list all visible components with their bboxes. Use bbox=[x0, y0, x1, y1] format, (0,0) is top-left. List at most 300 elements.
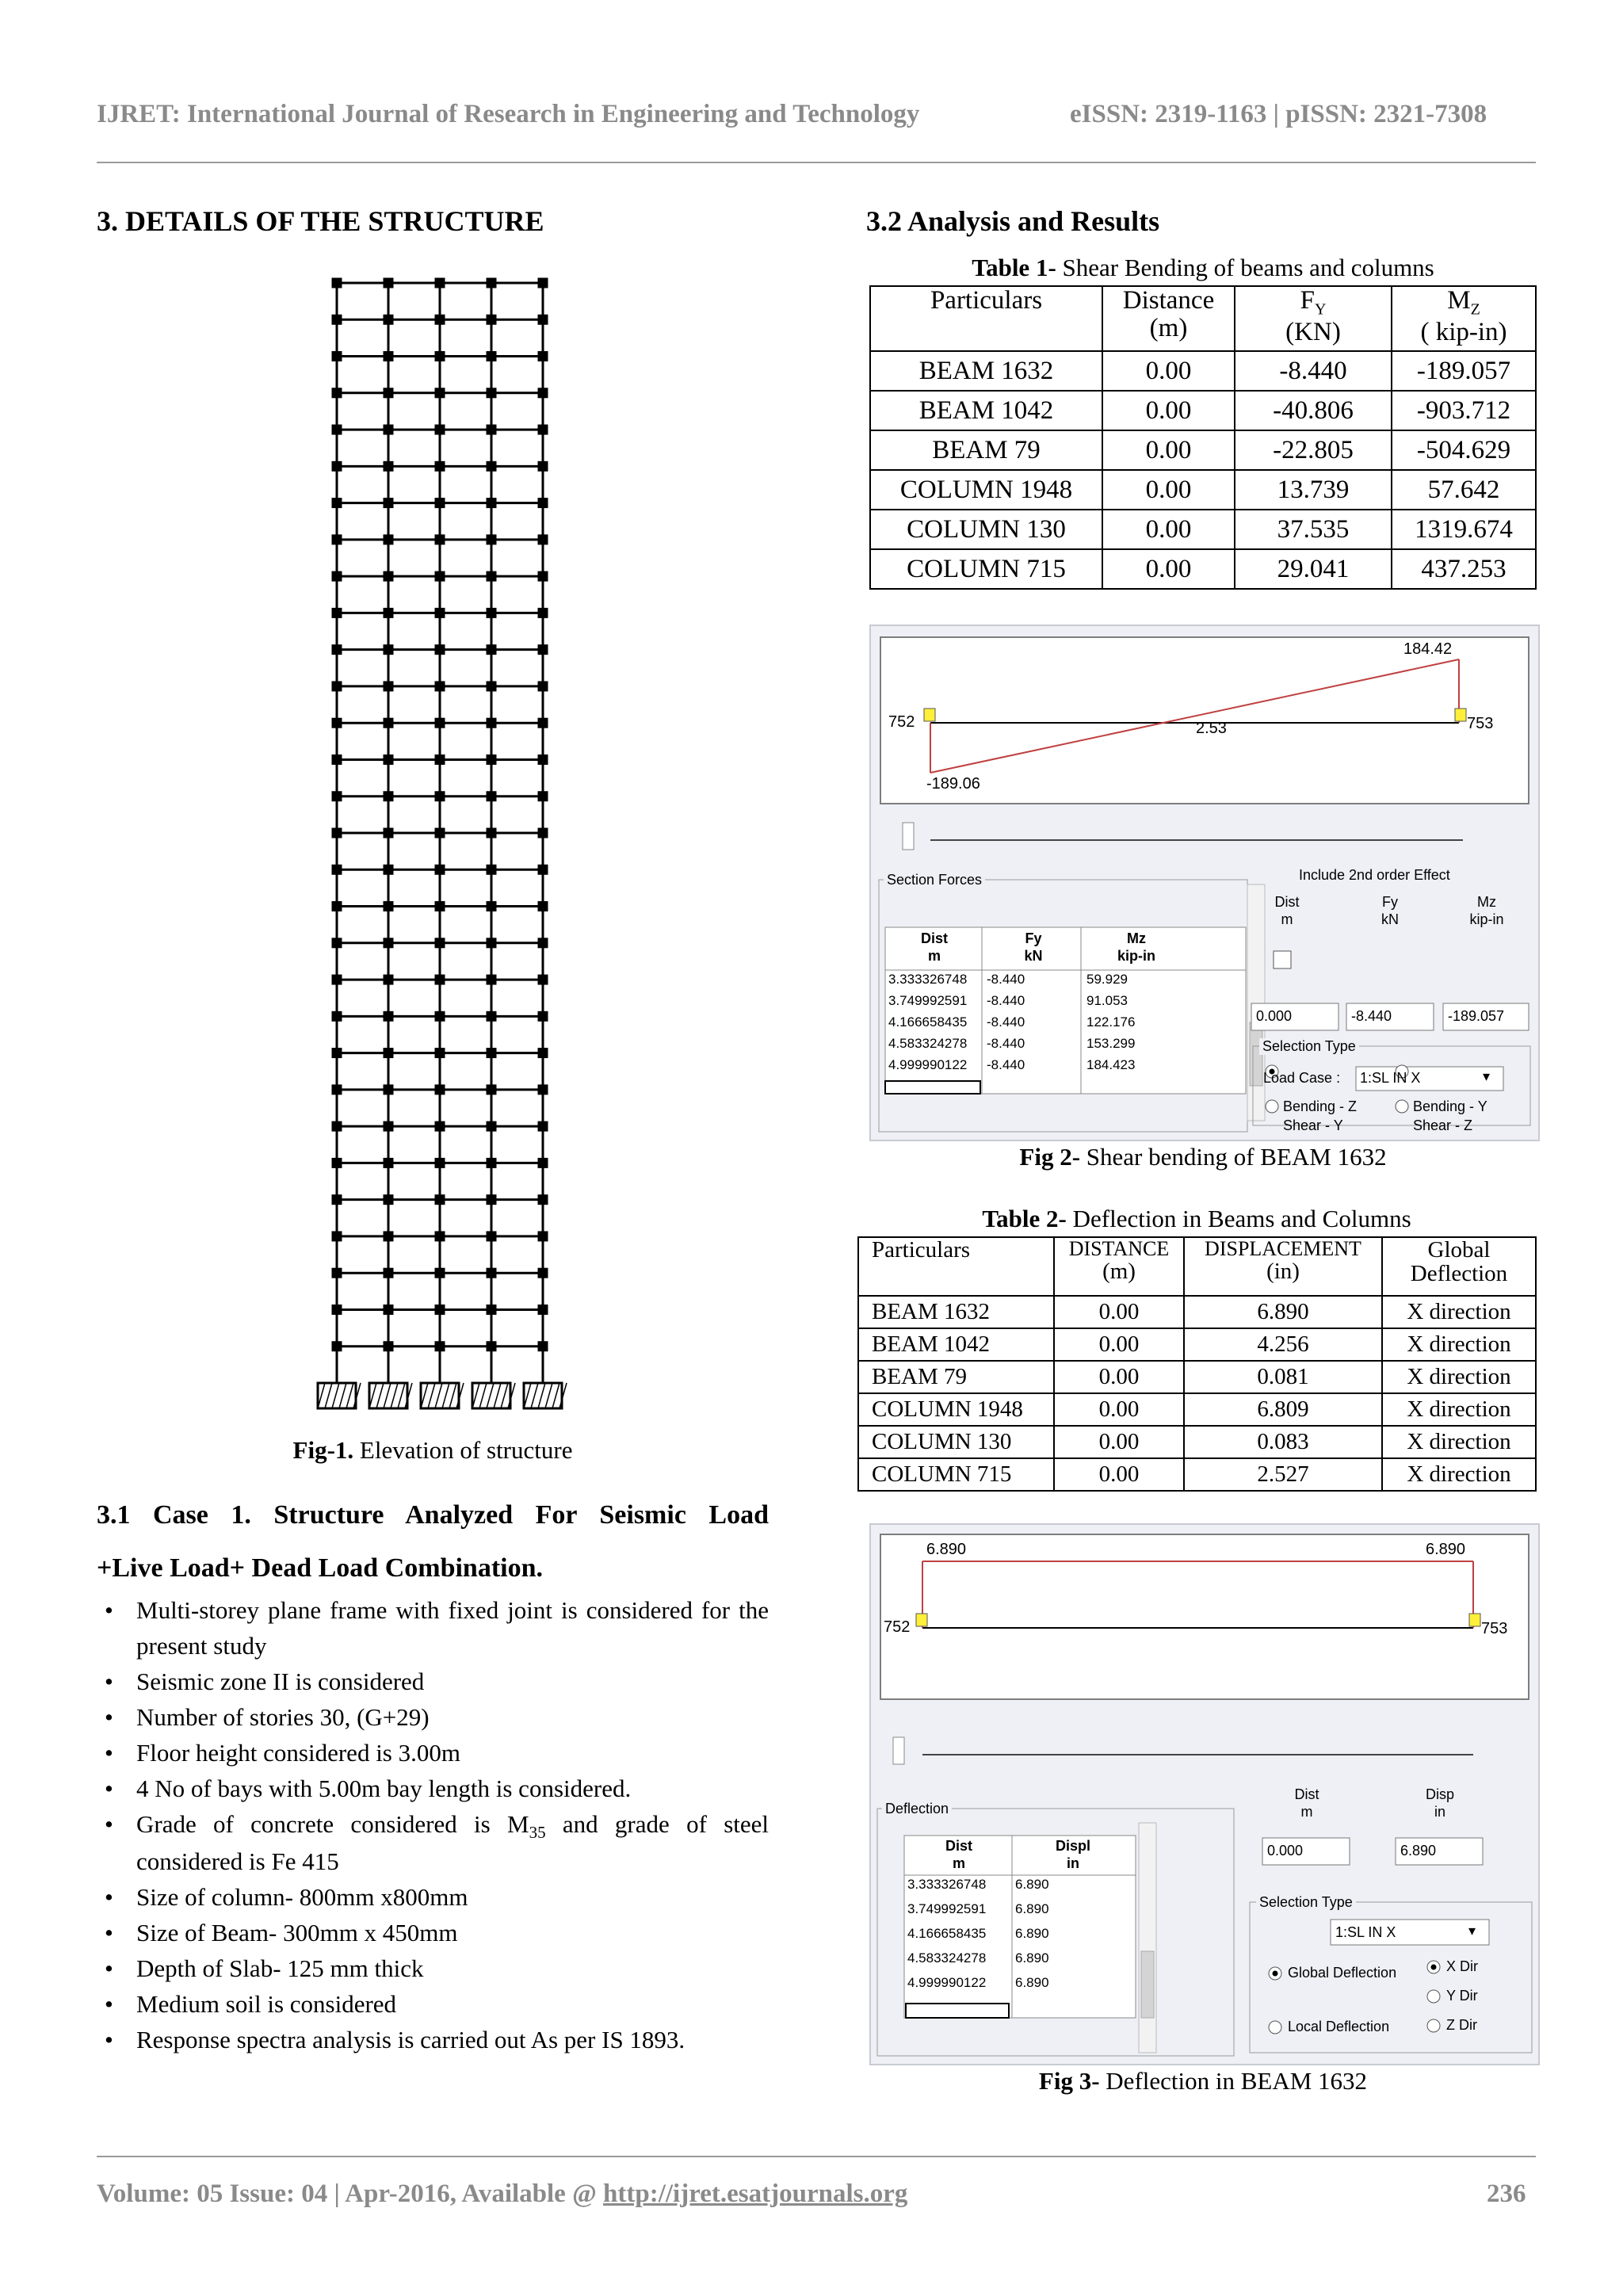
frame-node bbox=[487, 682, 495, 690]
list-cell: 6.890 bbox=[1015, 1926, 1049, 1941]
frame-node bbox=[539, 829, 547, 837]
frame-node bbox=[539, 353, 547, 361]
case-title-line2: +Live Load+ Dead Load Combination. bbox=[97, 1553, 544, 1583]
frame-node bbox=[487, 1159, 495, 1167]
fig3-dist-input[interactable]: 0.000 bbox=[1267, 1843, 1304, 1859]
list-cell: 4.583324278 bbox=[888, 1036, 968, 1051]
list-cell: 184.423 bbox=[1086, 1057, 1136, 1072]
fig3-col-displ: Displ in bbox=[1055, 1838, 1090, 1871]
fig2-dist-input[interactable]: 0.000 bbox=[1256, 1008, 1293, 1024]
fig2-hdr-dist: Dist m bbox=[1274, 894, 1300, 927]
table-cell: X direction bbox=[1382, 1296, 1536, 1328]
table-cell: -189.057 bbox=[1392, 351, 1536, 391]
frame-node bbox=[384, 793, 392, 800]
header-particulars: Particulars bbox=[858, 1237, 1054, 1296]
frame-node bbox=[384, 682, 392, 690]
fig2-hdr-mz: Mz kip-in bbox=[1469, 894, 1504, 927]
frame-node bbox=[539, 755, 547, 763]
table-row bbox=[870, 510, 1536, 549]
fig2-option-shear-y[interactable]: Shear - Y bbox=[1283, 1117, 1343, 1133]
frame-node bbox=[384, 903, 392, 911]
frame-node bbox=[333, 976, 341, 984]
frame-node bbox=[487, 1343, 495, 1350]
frame-node bbox=[487, 1305, 495, 1313]
frame-node bbox=[539, 1196, 547, 1204]
frame-node bbox=[436, 462, 444, 470]
table-cell: COLUMN 130 bbox=[870, 510, 1102, 549]
fig3-deflection-label: Deflection bbox=[882, 1801, 952, 1817]
chevron-down-icon[interactable]: ▾ bbox=[1483, 1068, 1491, 1084]
table-cell: 4.256 bbox=[1184, 1328, 1382, 1361]
table-header-row bbox=[870, 286, 1536, 351]
frame-node bbox=[487, 719, 495, 727]
frame-node bbox=[487, 1196, 495, 1204]
frame-node bbox=[436, 1159, 444, 1167]
frame-node bbox=[384, 1159, 392, 1167]
fig2-option-bending-z[interactable]: Bending - Z bbox=[1283, 1098, 1358, 1114]
fig3-col-dist: Dist m bbox=[945, 1838, 972, 1871]
list-item[interactable] bbox=[888, 972, 1245, 993]
fig3-left-value: 6.890 bbox=[926, 1541, 967, 1558]
fig3-hdr-dist: Dist m bbox=[1294, 1786, 1319, 1820]
fig3-caption: Fig 3- Deflection in BEAM 1632 bbox=[1038, 2067, 1368, 2095]
frame-node bbox=[487, 572, 495, 580]
frame-node bbox=[436, 1343, 444, 1350]
fig3-node-right: 753 bbox=[1481, 1620, 1508, 1637]
frame-node bbox=[384, 462, 392, 470]
table-cell: 37.535 bbox=[1235, 510, 1392, 549]
table-cell: 0.00 bbox=[1102, 510, 1235, 549]
frame-node bbox=[384, 646, 392, 654]
list-cell: -8.440 bbox=[987, 1057, 1025, 1072]
table-cell: 6.890 bbox=[1184, 1296, 1382, 1328]
frame-node bbox=[384, 1269, 392, 1277]
deflection-table bbox=[857, 1236, 1537, 1492]
frame-node bbox=[436, 755, 444, 763]
table-cell: X direction bbox=[1382, 1458, 1536, 1491]
list-item: • 4 No of bays with 5.00m bay length is considered. bbox=[97, 1771, 769, 1807]
frame-node bbox=[539, 793, 547, 800]
table-cell: 0.00 bbox=[1054, 1426, 1184, 1458]
list-item: • Size of Beam- 300mm x 450mm bbox=[97, 1916, 769, 1951]
table-cell: 437.253 bbox=[1392, 549, 1536, 589]
frame-node bbox=[487, 609, 495, 617]
fig2-col-mz: Mz kip-in bbox=[1117, 930, 1155, 964]
frame-node bbox=[436, 682, 444, 690]
table-row bbox=[858, 1393, 1536, 1426]
frame-node bbox=[487, 389, 495, 397]
table-row bbox=[870, 470, 1536, 510]
list-cell: -8.440 bbox=[987, 993, 1025, 1008]
fig2-option-bending-y[interactable]: Bending - Y bbox=[1413, 1098, 1487, 1114]
list-cell: 4.166658435 bbox=[907, 1926, 987, 1941]
table-row bbox=[870, 430, 1536, 470]
frame-node bbox=[436, 1122, 444, 1130]
list-item: • Depth of Slab- 125 mm thick bbox=[97, 1951, 769, 1987]
table-cell: 0.083 bbox=[1184, 1426, 1382, 1458]
list-item[interactable] bbox=[907, 1950, 1137, 1975]
frame-node bbox=[487, 755, 495, 763]
table-cell: 0.00 bbox=[1102, 470, 1235, 510]
table-cell: COLUMN 130 bbox=[858, 1426, 1054, 1458]
table-cell: COLUMN 1948 bbox=[858, 1393, 1054, 1426]
fig2-hdr-fy: Fy kN bbox=[1381, 894, 1399, 927]
frame-node bbox=[436, 939, 444, 947]
frame-node bbox=[436, 829, 444, 837]
fig2-include-2nd-order[interactable]: Include 2nd order Effect bbox=[1299, 867, 1450, 883]
frame-node bbox=[333, 829, 341, 837]
table-row bbox=[870, 391, 1536, 430]
frame-node bbox=[436, 536, 444, 544]
table-cell: 0.00 bbox=[1102, 549, 1235, 589]
table-cell: -8.440 bbox=[1235, 351, 1392, 391]
frame-node bbox=[436, 1049, 444, 1057]
table-cell: X direction bbox=[1382, 1393, 1536, 1426]
header-fy: $F_Y$ (KN) bbox=[1235, 286, 1392, 351]
frame-node bbox=[487, 903, 495, 911]
fig2-top-value: 184.42 bbox=[1403, 640, 1453, 658]
frame-node bbox=[539, 1305, 547, 1313]
elevation-frame-figure bbox=[309, 273, 571, 1423]
table-cell: -22.805 bbox=[1235, 430, 1392, 470]
page-number: 236 bbox=[1487, 2179, 1526, 2208]
table-row bbox=[858, 1458, 1536, 1491]
frame-node bbox=[436, 609, 444, 617]
list-item: • Seismic zone II is considered bbox=[97, 1664, 769, 1700]
frame-node bbox=[539, 646, 547, 654]
list-cell: 122.176 bbox=[1086, 1014, 1136, 1030]
list-cell: -8.440 bbox=[987, 972, 1025, 987]
frame-node bbox=[487, 279, 495, 287]
frame-node bbox=[333, 682, 341, 690]
fig3-option-y-dir[interactable]: Y Dir bbox=[1446, 1988, 1478, 2004]
table-cell: 29.041 bbox=[1235, 549, 1392, 589]
table-cell: 0.00 bbox=[1054, 1458, 1184, 1491]
header-particulars: Particulars bbox=[870, 286, 1102, 351]
list-item[interactable] bbox=[907, 1926, 1137, 1950]
frame-node bbox=[436, 719, 444, 727]
frame-node bbox=[436, 1012, 444, 1020]
section-title-details: 3. DETAILS OF THE STRUCTURE bbox=[97, 205, 544, 237]
frame-node bbox=[539, 1012, 547, 1020]
list-cell: -8.440 bbox=[987, 1014, 1025, 1030]
table-cell: COLUMN 715 bbox=[870, 549, 1102, 589]
fig3-disp-input[interactable]: 6.890 bbox=[1400, 1843, 1437, 1859]
frame-node bbox=[333, 1012, 341, 1020]
list-item: • Floor height considered is 3.00m bbox=[97, 1736, 769, 1771]
fig2-fy-input[interactable]: -8.440 bbox=[1351, 1008, 1392, 1024]
issn-header: eISSN: 2319-1163 | pISSN: 2321-7308 bbox=[1070, 100, 1487, 128]
chevron-down-icon[interactable]: ▾ bbox=[1468, 1923, 1476, 1939]
frame-node bbox=[384, 1012, 392, 1020]
table-cell: BEAM 79 bbox=[858, 1361, 1054, 1393]
list-item: • Grade of concrete considered is $M_{35}$ and grade of steel considered is Fe 415 bbox=[97, 1807, 769, 1881]
frame-node bbox=[539, 719, 547, 727]
table-cell: -903.712 bbox=[1392, 391, 1536, 430]
footer-volume: Volume: 05 Issue: 04 | Apr-2016, Available @ http://ijret.esatjournals.org bbox=[97, 2179, 908, 2208]
fig2-load-case-select[interactable]: 1:SL IN X bbox=[1360, 1070, 1421, 1086]
structure-details-list bbox=[97, 1593, 769, 2058]
list-item: • Number of stories 30, (G+29) bbox=[97, 1700, 769, 1736]
frame-node bbox=[487, 315, 495, 323]
table-cell: 0.00 bbox=[1102, 391, 1235, 430]
table-cell: BEAM 1632 bbox=[870, 351, 1102, 391]
frame-node bbox=[384, 829, 392, 837]
table-row bbox=[870, 351, 1536, 391]
list-item[interactable] bbox=[907, 1877, 1137, 1901]
frame-node bbox=[539, 1232, 547, 1240]
frame-node bbox=[487, 426, 495, 434]
fig2-selection-type-label: Selection Type bbox=[1259, 1038, 1359, 1055]
table-cell: X direction bbox=[1382, 1328, 1536, 1361]
frame-node bbox=[333, 1086, 341, 1094]
fig2-mid-value: 2.53 bbox=[1196, 720, 1227, 737]
fig2-shear-bending-panel bbox=[869, 625, 1540, 1141]
list-cell: 4.166658435 bbox=[888, 1014, 968, 1030]
frame-node bbox=[384, 976, 392, 984]
fig3-option-z-dir[interactable]: Z Dir bbox=[1446, 2017, 1477, 2033]
table-cell: 0.00 bbox=[1054, 1296, 1184, 1328]
frame-node bbox=[333, 719, 341, 727]
frame-node bbox=[384, 1049, 392, 1057]
header-displacement: DISPLACEMENT (in) bbox=[1184, 1237, 1382, 1296]
frame-node bbox=[436, 976, 444, 984]
frame-node bbox=[333, 609, 341, 617]
frame-node bbox=[539, 976, 547, 984]
list-cell: 6.890 bbox=[1015, 1975, 1049, 1990]
frame-node bbox=[539, 389, 547, 397]
list-item[interactable] bbox=[888, 993, 1245, 1014]
fig2-load-case-label: Load Case : bbox=[1263, 1070, 1341, 1086]
frame-node bbox=[384, 719, 392, 727]
header-rule bbox=[97, 162, 1536, 163]
frame-node bbox=[384, 572, 392, 580]
frame-node bbox=[384, 1343, 392, 1350]
fig2-option-shear-z[interactable]: Shear - Z bbox=[1413, 1117, 1473, 1133]
fig2-bottom-value: -189.06 bbox=[926, 775, 980, 793]
fig2-node-left: 752 bbox=[888, 713, 915, 731]
frame-node bbox=[333, 646, 341, 654]
fig3-hdr-disp: Disp in bbox=[1425, 1786, 1454, 1820]
frame-node bbox=[487, 1232, 495, 1240]
list-cell: 6.890 bbox=[1015, 1901, 1049, 1916]
frame-node bbox=[333, 1049, 341, 1057]
frame-node bbox=[384, 426, 392, 434]
frame-node bbox=[487, 976, 495, 984]
frame-node bbox=[333, 1343, 341, 1350]
list-cell: 59.929 bbox=[1086, 972, 1128, 987]
list-cell: 4.999990122 bbox=[888, 1057, 968, 1072]
frame-node bbox=[539, 536, 547, 544]
frame-node bbox=[487, 462, 495, 470]
header-distance: DISTANCE (m) bbox=[1054, 1237, 1184, 1296]
table-cell: 2.527 bbox=[1184, 1458, 1382, 1491]
frame-node bbox=[384, 1086, 392, 1094]
list-cell: -8.440 bbox=[987, 1036, 1025, 1051]
frame-node bbox=[539, 315, 547, 323]
frame-node bbox=[539, 279, 547, 287]
frame-node bbox=[333, 315, 341, 323]
fig2-section-forces-label: Section Forces bbox=[884, 872, 985, 888]
frame-node bbox=[539, 609, 547, 617]
table-cell: 1319.674 bbox=[1392, 510, 1536, 549]
frame-node bbox=[384, 315, 392, 323]
frame-node bbox=[333, 1269, 341, 1277]
footer-url-link[interactable]: http://ijret.esatjournals.org bbox=[603, 2179, 908, 2208]
frame-node bbox=[539, 572, 547, 580]
frame-node bbox=[436, 499, 444, 507]
table-cell: 13.739 bbox=[1235, 470, 1392, 510]
frame-node bbox=[436, 315, 444, 323]
header-mz: $M_Z$ ( kip-in) bbox=[1392, 286, 1536, 351]
frame-node bbox=[384, 499, 392, 507]
frame-node bbox=[487, 865, 495, 873]
table-cell: BEAM 1042 bbox=[858, 1328, 1054, 1361]
list-cell: 3.333326748 bbox=[907, 1877, 987, 1892]
frame-node bbox=[487, 1012, 495, 1020]
journal-header: IJRET: International Journal of Research in Engineering and Technology bbox=[97, 100, 920, 128]
table-cell: 0.00 bbox=[1054, 1361, 1184, 1393]
table-cell: 6.809 bbox=[1184, 1393, 1382, 1426]
frame-node bbox=[333, 1159, 341, 1167]
fig3-load-case-select[interactable]: 1:SL IN X bbox=[1335, 1924, 1396, 1940]
frame-node bbox=[333, 1122, 341, 1130]
frame-node bbox=[384, 389, 392, 397]
table-cell: 0.00 bbox=[1102, 430, 1235, 470]
frame-node bbox=[487, 536, 495, 544]
frame-node bbox=[333, 755, 341, 763]
frame-node bbox=[333, 499, 341, 507]
fig3-node-left: 752 bbox=[884, 1618, 911, 1636]
table1-caption: Table 1- Shear Bending of beams and columns bbox=[972, 254, 1434, 281]
frame-node bbox=[333, 793, 341, 800]
frame-node bbox=[539, 939, 547, 947]
fig2-col-fy: Fy kN bbox=[1024, 930, 1043, 964]
frame-node bbox=[436, 793, 444, 800]
list-item[interactable] bbox=[888, 1057, 1245, 1079]
frame-node bbox=[539, 1159, 547, 1167]
fig2-col-dist: Dist m bbox=[920, 930, 948, 964]
shear-bending-table bbox=[869, 285, 1537, 590]
table-cell: BEAM 79 bbox=[870, 430, 1102, 470]
fig2-mz-input[interactable]: -189.057 bbox=[1448, 1008, 1505, 1024]
frame-node bbox=[487, 353, 495, 361]
list-item[interactable] bbox=[907, 1901, 1137, 1926]
table-cell: BEAM 1042 bbox=[870, 391, 1102, 430]
frame-node bbox=[436, 865, 444, 873]
frame-node bbox=[384, 939, 392, 947]
frame-node bbox=[436, 353, 444, 361]
fig3-right-value: 6.890 bbox=[1426, 1541, 1466, 1558]
list-item: • Medium soil is considered bbox=[97, 1987, 769, 2023]
frame-node bbox=[436, 389, 444, 397]
table-cell: 57.642 bbox=[1392, 470, 1536, 510]
frame-node bbox=[384, 1196, 392, 1204]
list-item[interactable] bbox=[888, 1036, 1245, 1057]
list-item: • Multi-storey plane frame with fixed joint is considered for the present study bbox=[97, 1593, 769, 1664]
frame-node bbox=[333, 1305, 341, 1313]
table-cell: 0.00 bbox=[1054, 1393, 1184, 1426]
frame-node bbox=[436, 1086, 444, 1094]
frame-node bbox=[487, 499, 495, 507]
list-cell: 3.749992591 bbox=[888, 993, 968, 1008]
fig3-option-local[interactable]: Local Deflection bbox=[1288, 2019, 1390, 2034]
frame-node bbox=[539, 1122, 547, 1130]
frame-node bbox=[539, 462, 547, 470]
frame-node bbox=[487, 1122, 495, 1130]
table-cell: 0.081 bbox=[1184, 1361, 1382, 1393]
frame-node bbox=[539, 903, 547, 911]
frame-node bbox=[384, 1122, 392, 1130]
list-cell: 4.999990122 bbox=[907, 1975, 987, 1990]
frame-node bbox=[384, 865, 392, 873]
table-row bbox=[870, 549, 1536, 589]
frame-node bbox=[436, 1305, 444, 1313]
table-row bbox=[858, 1328, 1536, 1361]
frame-node bbox=[384, 1305, 392, 1313]
list-item[interactable] bbox=[907, 1975, 1137, 2000]
frame-node bbox=[487, 939, 495, 947]
case-title-line1: 3.1 Case 1. Structure Analyzed For Seismic Load bbox=[97, 1500, 769, 1530]
frame-node bbox=[333, 865, 341, 873]
header-distance: Distance (m) bbox=[1102, 286, 1235, 351]
frame-node bbox=[539, 1343, 547, 1350]
table-row bbox=[858, 1361, 1536, 1393]
list-cell: 6.890 bbox=[1015, 1877, 1049, 1892]
fig3-option-global[interactable]: Global Deflection bbox=[1288, 1965, 1397, 1981]
header-global-deflection: Global Deflection bbox=[1382, 1237, 1536, 1296]
table-header-row bbox=[858, 1237, 1536, 1296]
frame-node bbox=[384, 1232, 392, 1240]
frame-node bbox=[436, 1196, 444, 1204]
frame-node bbox=[436, 279, 444, 287]
frame-node bbox=[333, 572, 341, 580]
frame-node bbox=[539, 1086, 547, 1094]
list-item: • Response spectra analysis is carried out As per IS 1893. bbox=[97, 2023, 769, 2058]
frame-node bbox=[487, 1269, 495, 1277]
frame-node bbox=[384, 609, 392, 617]
frame-node bbox=[539, 1049, 547, 1057]
list-cell: 4.583324278 bbox=[907, 1950, 987, 1966]
frame-node bbox=[333, 903, 341, 911]
frame-node bbox=[539, 682, 547, 690]
fig2-caption: Fig 2- Shear bending of BEAM 1632 bbox=[1019, 1143, 1387, 1171]
frame-node bbox=[487, 793, 495, 800]
frame-node bbox=[333, 462, 341, 470]
list-cell: 91.053 bbox=[1086, 993, 1128, 1008]
footer-rule bbox=[97, 2156, 1536, 2157]
list-item[interactable] bbox=[888, 1014, 1245, 1036]
table2-caption: Table 2- Deflection in Beams and Columns bbox=[982, 1205, 1411, 1232]
fig3-option-x-dir[interactable]: X Dir bbox=[1446, 1958, 1478, 1974]
frame-node bbox=[436, 572, 444, 580]
frame-node bbox=[539, 1269, 547, 1277]
fig3-selection-type-label: Selection Type bbox=[1256, 1894, 1356, 1911]
frame-node bbox=[333, 389, 341, 397]
list-item: • Size of column- 800mm x800mm bbox=[97, 1880, 769, 1916]
frame-node bbox=[487, 1049, 495, 1057]
table-cell: X direction bbox=[1382, 1426, 1536, 1458]
fig3-deflection-panel bbox=[869, 1523, 1540, 2065]
frame-node bbox=[436, 1232, 444, 1240]
list-cell: 6.890 bbox=[1015, 1950, 1049, 1966]
section-title-analysis: 3.2 Analysis and Results bbox=[866, 205, 1160, 237]
frame-node bbox=[384, 755, 392, 763]
frame-node bbox=[333, 536, 341, 544]
table-row bbox=[858, 1296, 1536, 1328]
frame-node bbox=[436, 646, 444, 654]
list-cell: 3.333326748 bbox=[888, 972, 968, 987]
